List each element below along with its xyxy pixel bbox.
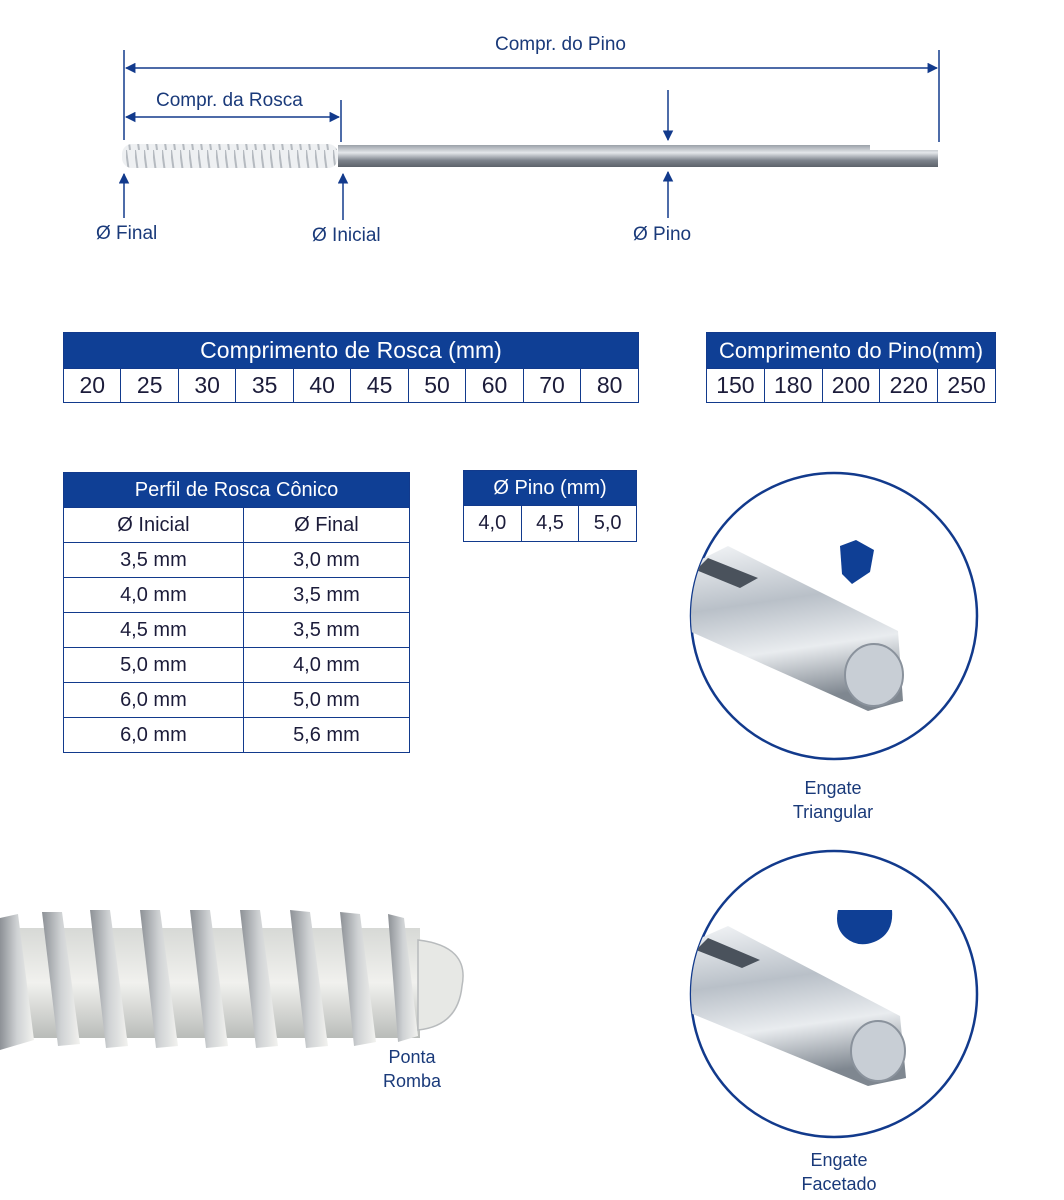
faceted-engage-detail — [688, 848, 980, 1148]
faceted-caption-line1: Engate — [810, 1150, 868, 1170]
thread-length-label: Compr. da Rosca — [156, 90, 303, 111]
thread-length-table — [63, 332, 639, 403]
blunt-tip-caption — [362, 1045, 462, 1093]
thread-section — [122, 144, 338, 168]
thread-length-cell: 70 — [523, 369, 580, 403]
pin-length-cell: 150 — [707, 369, 765, 403]
final-cell: 3,5 mm — [243, 613, 409, 648]
pin-length-cell: 180 — [764, 369, 822, 403]
pin-length-header: Comprimento do Pino(mm) — [707, 333, 996, 369]
initial-diameter-label: Ø Inicial — [312, 225, 381, 246]
initial-cell: 4,0 mm — [64, 578, 244, 613]
col-initial-header: Ø Inicial — [64, 508, 244, 543]
pin-shaft — [338, 145, 938, 167]
thread-length-cell: 25 — [121, 369, 178, 403]
pin-length-cell: 250 — [938, 369, 996, 403]
faceted-caption — [764, 1148, 914, 1196]
final-cell: 4,0 mm — [243, 648, 409, 683]
pin-length-cell: 200 — [822, 369, 880, 403]
pin-diameter-label: Ø Pino — [633, 224, 692, 245]
table-row — [64, 683, 410, 718]
taper-header: Perfil de Rosca Cônico — [64, 473, 410, 508]
table-row — [64, 648, 410, 683]
thread-length-cell: 80 — [581, 369, 639, 403]
final-cell: 5,6 mm — [243, 718, 409, 753]
thread-length-cell: 35 — [236, 369, 293, 403]
thread-length-cell: 45 — [351, 369, 408, 403]
col-final-header: Ø Final — [243, 508, 409, 543]
thread-length-cell: 50 — [408, 369, 465, 403]
thread-length-cell: 30 — [178, 369, 235, 403]
blunt-tip-caption-line1: Ponta — [388, 1047, 436, 1067]
pin-diameter-cell: 4,5 — [521, 506, 579, 542]
initial-cell: 6,0 mm — [64, 683, 244, 718]
final-cell: 3,0 mm — [243, 543, 409, 578]
triangular-engage-detail — [688, 466, 980, 766]
triangular-caption-line2: Triangular — [792, 802, 874, 822]
faceted-caption-line2: Facetado — [801, 1174, 877, 1194]
triangular-caption — [758, 776, 908, 824]
pin-diameter-cell: 5,0 — [579, 506, 637, 542]
pin-diameter-table — [463, 470, 637, 542]
blunt-tip-caption-line2: Romba — [382, 1071, 442, 1091]
taper-profile-table — [63, 472, 410, 753]
pin-length-table — [706, 332, 996, 403]
thread-length-cell: 40 — [293, 369, 350, 403]
table-row — [64, 718, 410, 753]
table-row — [64, 613, 410, 648]
thread-length-cell: 20 — [64, 369, 121, 403]
initial-cell: 4,5 mm — [64, 613, 244, 648]
initial-cell: 3,5 mm — [64, 543, 244, 578]
pin-length-cell: 220 — [880, 369, 938, 403]
table-row — [64, 578, 410, 613]
final-cell: 3,5 mm — [243, 578, 409, 613]
thread-length-cell: 60 — [466, 369, 523, 403]
final-cell: 5,0 mm — [243, 683, 409, 718]
pin-length-label: Compr. do Pino — [495, 34, 626, 55]
initial-cell: 6,0 mm — [64, 718, 244, 753]
pin-diameter-cell: 4,0 — [464, 506, 522, 542]
initial-cell: 5,0 mm — [64, 648, 244, 683]
final-diameter-label: Ø Final — [96, 223, 158, 244]
triangular-caption-line1: Engate — [804, 778, 862, 798]
table-row — [64, 543, 410, 578]
pin-diameter-header: Ø Pino (mm) — [464, 471, 637, 506]
thread-length-header: Comprimento de Rosca (mm) — [64, 333, 639, 369]
